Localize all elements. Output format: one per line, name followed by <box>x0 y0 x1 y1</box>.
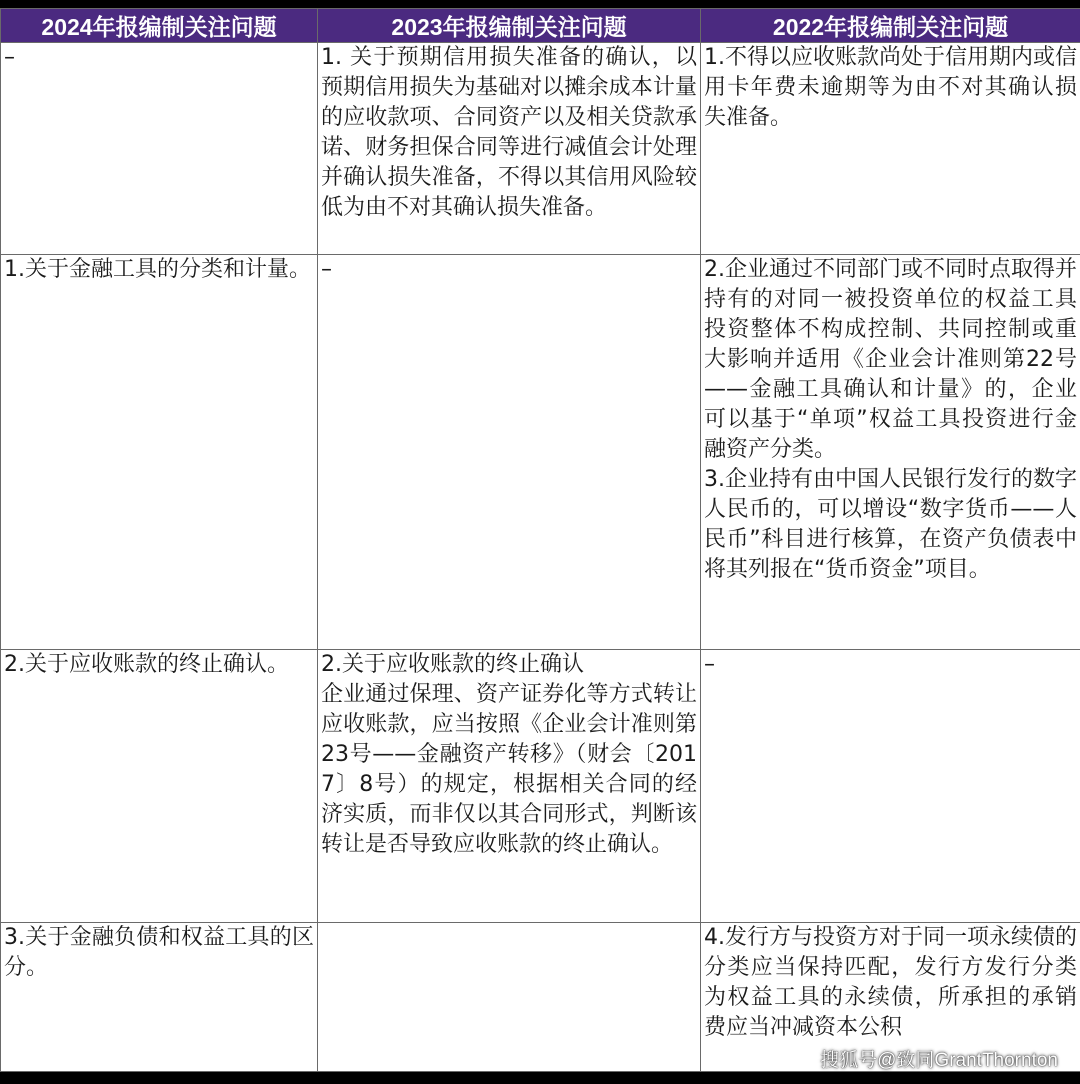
cell-2022: 1.不得以应收账款尚处于信用期内或信用卡年费未逾期等为由不对其确认损失准备。 <box>701 43 1080 255</box>
header-2024: 2024年报编制关注问题 <box>1 9 318 43</box>
cell-2024: 3.关于金融负债和权益工具的区分。 <box>1 923 318 1072</box>
cell-2023: 1. 关于预期信用损失准备的确认，以预期信用损失为基础对以摊余成本计量的应收款项、合同资产以及相关贷款承诺、财务担保合同等进行减值会计处理并确认损失准备，不得以其信用风险较低为由不对其确认损失准备。 <box>318 43 701 255</box>
cell-2024: 2.关于应收账款的终止确认。 <box>1 650 318 923</box>
table-row <box>1 650 1080 923</box>
cell-2023: 2.关于应收账款的终止确认 企业通过保理、资产证券化等方式转让应收账款，应当按照《企业会计准则第23号——金融资产转移》（财会〔2017〕8号）的规定，根据相关合同的经济实质，而非仅以其合同形式，判断该转让是否导致应收账款的终止确认。 <box>318 650 701 923</box>
cell-2022: – <box>701 650 1080 923</box>
table-row <box>1 255 1080 650</box>
cell-2023 <box>318 923 701 1072</box>
comparison-table <box>0 8 1080 1072</box>
source-watermark: 搜狐号@致同GrantThornton <box>820 1050 1058 1071</box>
table-header-row <box>1 9 1080 43</box>
header-2022: 2022年报编制关注问题 <box>701 9 1080 43</box>
header-2023: 2023年报编制关注问题 <box>318 9 701 43</box>
cell-2022: 4.发行方与投资方对于同一项永续债的分类应当保持匹配，发行方发行分类为权益工具的永续债，所承担的承销费应当冲减资本公积 <box>701 923 1080 1072</box>
cell-2024: – <box>1 43 318 255</box>
cell-2022: 2.企业通过不同部门或不同时点取得并持有的对同一被投资单位的权益工具投资整体不构成控制、共同控制或重大影响并适用《企业会计准则第22号——金融工具确认和计量》的，企业可以基于“单项”权益工具投资进行金融资产分类。 3.企业持有由中国人民银行发行的数字人民币的，可以增设“数字货币——人民币”科目进行核算，在资产负债表中将其列报在“货币资金”项目。 <box>701 255 1080 650</box>
cell-2023: – <box>318 255 701 650</box>
cell-2024: 1.关于金融工具的分类和计量。 <box>1 255 318 650</box>
table-row <box>1 43 1080 255</box>
